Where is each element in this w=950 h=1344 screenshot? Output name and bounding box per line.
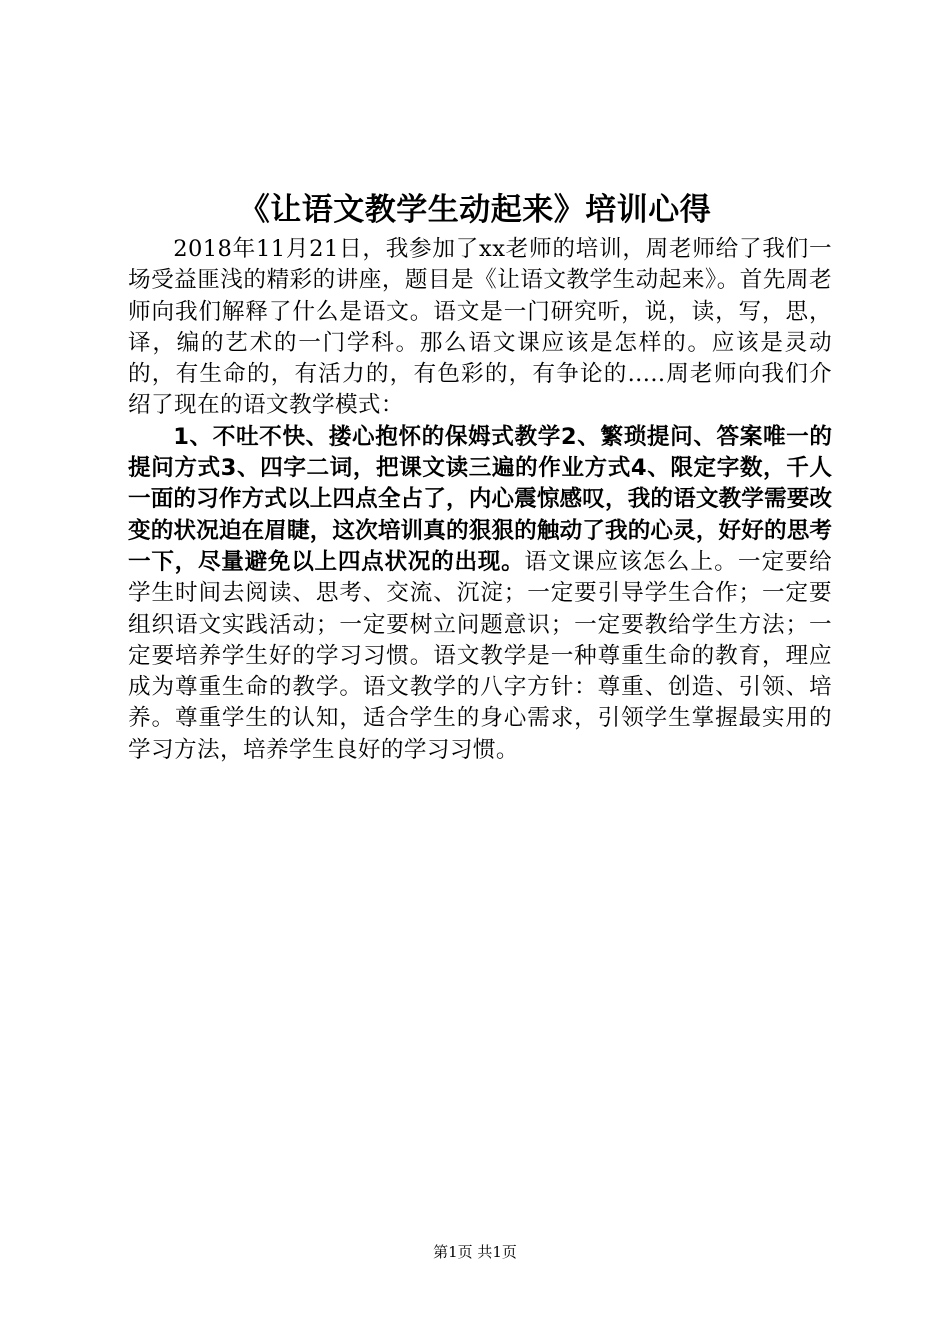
page-footer: 第1页 共1页 (433, 1243, 517, 1261)
document-title: 《让语文教学生动起来》培训心得 (238, 192, 712, 228)
document-body (128, 234, 832, 766)
paragraph-teaching-modes (128, 422, 832, 766)
paragraph-bold-run: 1、不吐不快、搂心抱怀的保姆式教学2、繁琐提问、答案唯一的提问方式3、四字二词，把课文读三遍的作业方式4、限定字数，千人一面的习作方式以上四点全占了，内心震惊感叹，我的语文教学需要改变的状况迫在眉睫，这次培训真的狠狠的触动了我的心灵，好好的思考一下，尽量避免以上四点状况的出现。 (128, 423, 832, 575)
paragraph-regular-run: 语文课应该怎么上。一定要给学生时间去阅读、思考、交流、沉淀；一定要引导学生合作；一定要组织语文实践活动；一定要树立问题意识；一定要教给学生方法；一定要培养学生好的学习习惯。语文教学是一种尊重生命的教育，理应成为尊重生命的教学。语文教学的八字方针：尊重、创造、引领、培养。尊重学生的认知，适合学生的身心需求，引领学生掌握最实用的学习方法，培养学生良好的学习习惯。 (128, 548, 833, 763)
paragraph-intro: 2018年11月21日，我参加了xx老师的培训，周老师给了我们一场受益匪浅的精彩的讲座，题目是《让语文教学生动起来》。首先周老师向我们解释了什么是语文。语文是一门研究听，说，读，写，思，译，编的艺术的一门学科。那么语文课应该是怎样的。应该是灵动的，有生命的，有活力的，有色彩的，有争论的.....周老师向我们介绍了现在的语文教学模式： (128, 236, 832, 419)
